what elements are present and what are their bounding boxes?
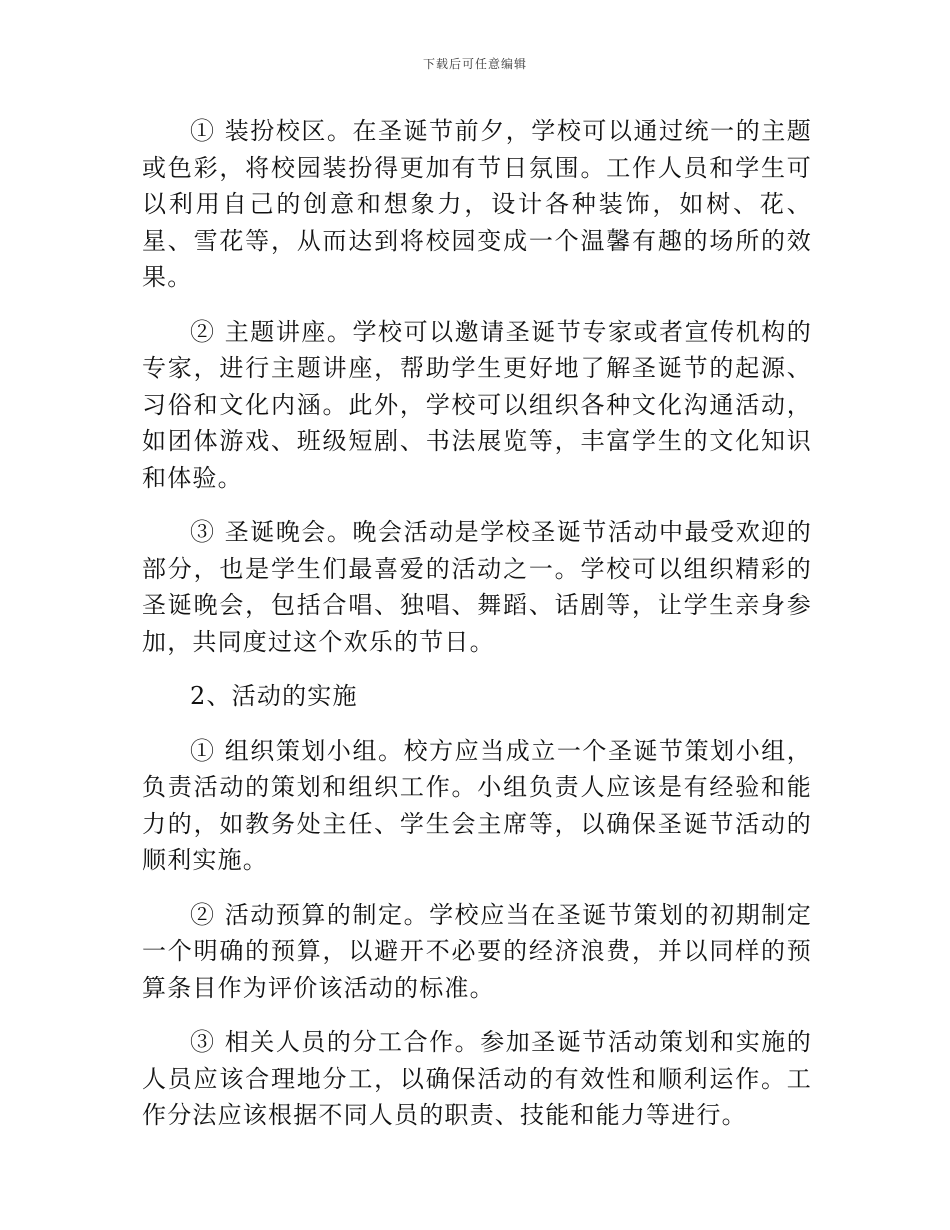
page-header: 下载后可任意编辑 — [422, 57, 527, 71]
section-heading-implementation: 2、活动的实施 — [190, 682, 358, 710]
paragraph-budget: ② 活动预算的制定。学校应当在圣诞节策划的初期制定一个明确的预算，以避开不必要的经济浪费，并以同样的预算条目作为评价该活动的标准。 — [142, 900, 812, 1002]
paragraph-decorate-campus: ① 装扮校区。在圣诞节前夕，学校可以通过统一的主题或色彩，将校园装扮得更加有节日氛围。工作人员和学生可以利用自己的创意和想象力，设计各种装饰，如树、花、星、雪花等，从而达到将校园变成一个温馨有趣的场所的效果。 — [142, 117, 812, 291]
paragraph-division-of-labor: ③ 相关人员的分工合作。参加圣诞节活动策划和实施的人员应该合理地分工，以确保活动的有效性和顺利运作。工作分法应该根据不同人员的职责、技能和能力等进行。 — [142, 1028, 812, 1129]
paragraph-planning-group: ① 组织策划小组。校方应当成立一个圣诞节策划小组，负责活动的策划和组织工作。小组负责人应该是有经验和能力的，如教务处主任、学生会主席等，以确保圣诞节活动的顺利实施。 — [142, 736, 812, 874]
paragraph-theme-lecture: ② 主题讲座。学校可以邀请圣诞节专家或者宣传机构的专家，进行主题讲座，帮助学生更好地了解圣诞节的起源、习俗和文化内涵。此外，学校可以组织各种文化沟通活动，如团体游戏、班级短剧、书法展览等，丰富学生的文化知识和体验。 — [142, 317, 812, 492]
document-body — [142, 113, 812, 1152]
paragraph-christmas-party: ③ 圣诞晚会。晚会活动是学校圣诞节活动中最受欢迎的部分，也是学生们最喜爱的活动之一。学校可以组织精彩的圣诞晚会，包括合唱、独唱、舞蹈、话剧等，让学生亲身参加，共同度过这个欢乐的节日。 — [142, 518, 812, 656]
